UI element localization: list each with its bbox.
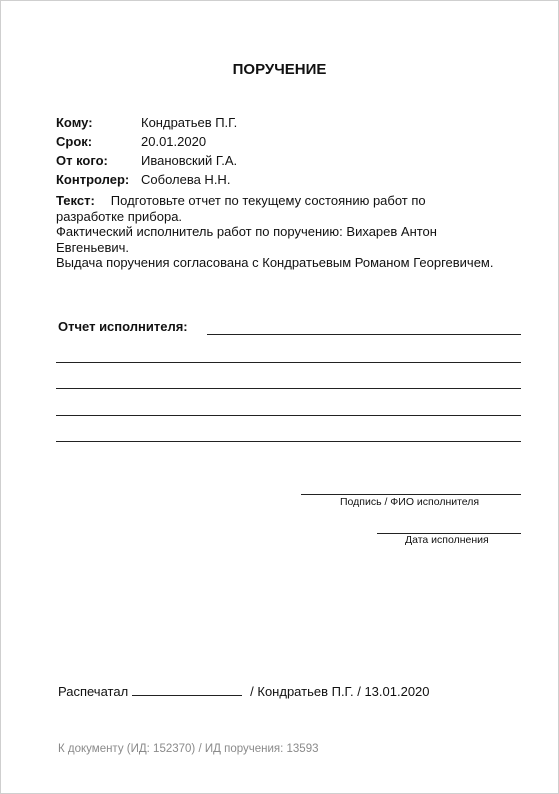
printed-suffix: / Кондратьев П.Г. / 13.01.2020 xyxy=(250,684,430,699)
instruction-text xyxy=(56,193,526,271)
signature-caption: Подпись / ФИО исполнителя xyxy=(340,496,480,508)
report-line xyxy=(207,334,521,335)
field-from-label: От кого: xyxy=(56,153,108,168)
signature-line xyxy=(301,494,521,495)
field-controller-value: Соболева Н.Н. xyxy=(141,172,231,187)
text-line: Евгеньевич. xyxy=(56,239,129,255)
text-label: Текст: xyxy=(56,193,95,208)
report-line xyxy=(56,441,521,442)
text-line: разработке прибора. xyxy=(56,208,183,224)
field-deadline-label: Срок: xyxy=(56,134,93,149)
printed-signature-blank xyxy=(132,684,242,696)
field-deadline-value: 20.01.2020 xyxy=(141,134,207,149)
printed-label: Распечатал xyxy=(58,684,129,699)
field-controller-label: Контролер: xyxy=(56,172,130,187)
document-title: ПОРУЧЕНИЕ xyxy=(232,61,327,78)
report-line xyxy=(56,415,521,416)
field-from-value: Ивановский Г.А. xyxy=(141,153,238,168)
printed-by xyxy=(58,684,430,699)
document-footer: К документу (ИД: 152370) / ИД поручения: 13593 xyxy=(58,743,319,755)
field-to-value: Кондратьев П.Г. xyxy=(141,115,238,130)
date-caption: Дата исполнения xyxy=(405,534,489,546)
report-line xyxy=(56,388,521,389)
text-line: Выдача поручения согласована с Кондратьевым Романом Георгевичем. xyxy=(56,255,494,270)
field-to-label: Кому: xyxy=(56,115,93,130)
text-line: Фактический исполнитель работ по поручению: Вихарев Антон xyxy=(56,224,437,239)
report-label: Отчет исполнителя: xyxy=(58,319,188,334)
text-line: Подготовьте отчет по текущему состоянию работ по xyxy=(110,193,426,208)
report-line xyxy=(56,362,521,363)
